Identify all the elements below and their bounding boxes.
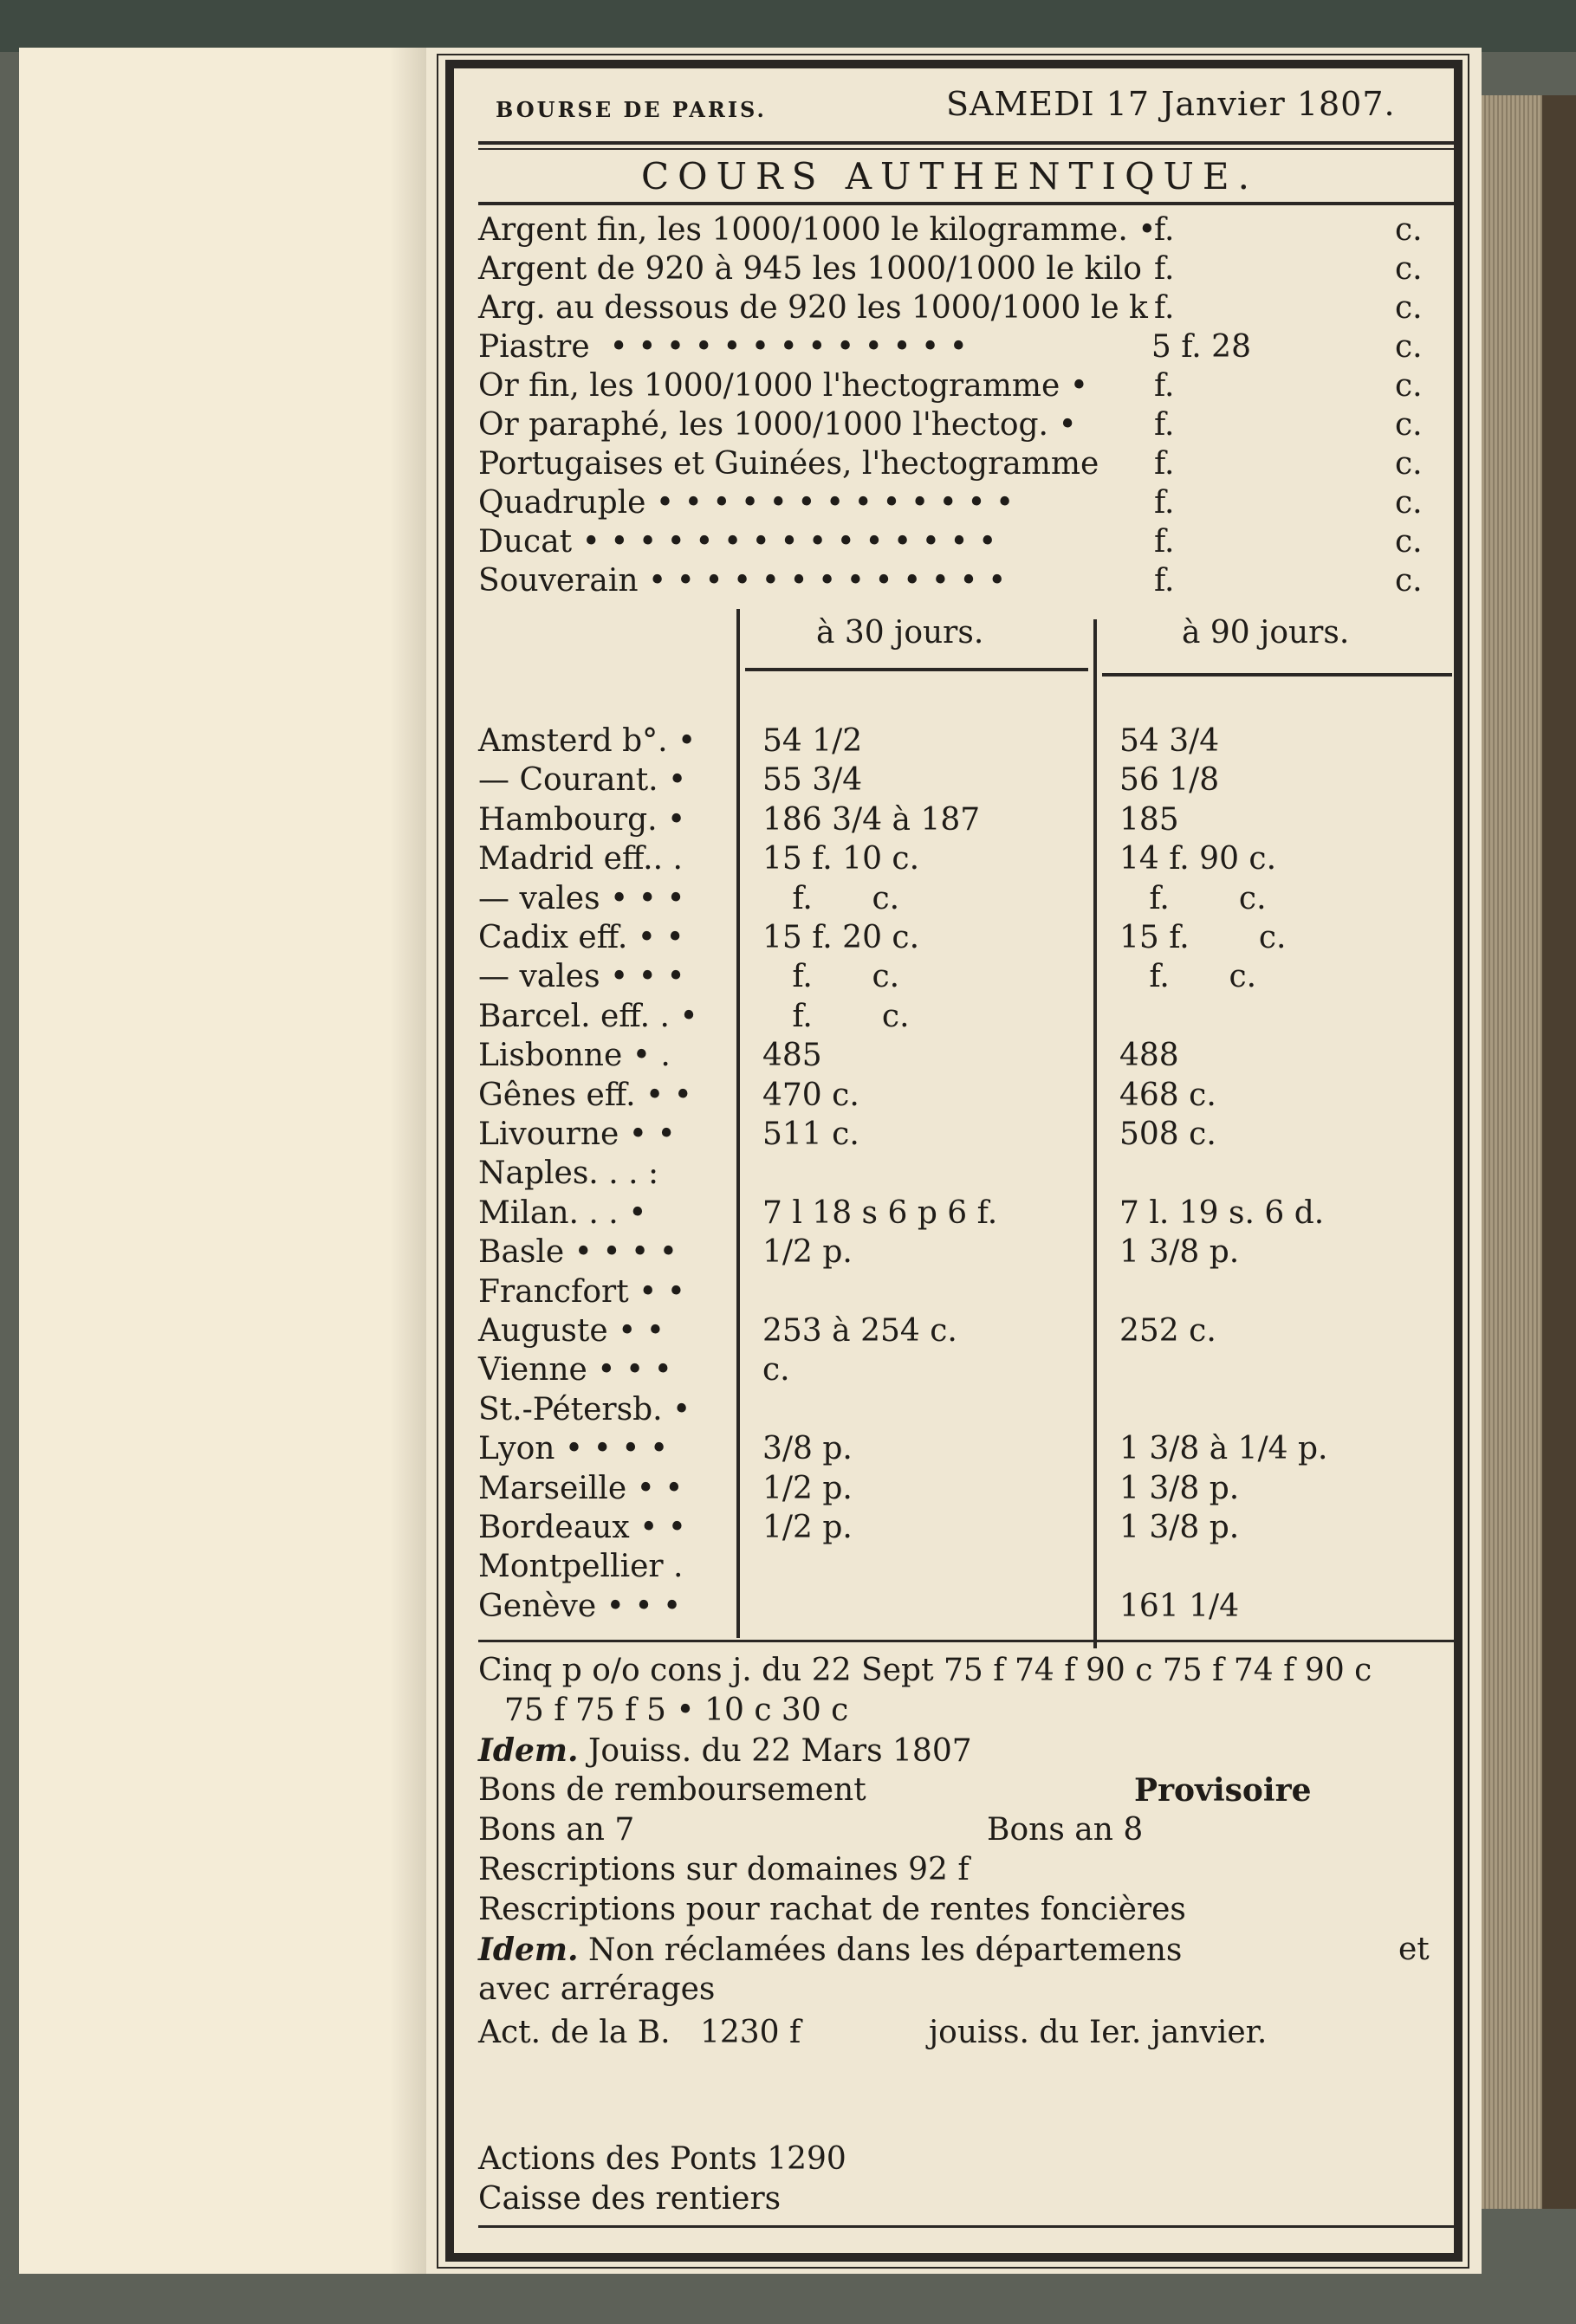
rate-90-days: f. c. (1119, 881, 1267, 916)
metal-centimes: c. (1395, 212, 1423, 248)
rate-90-days: 54 3/4 (1119, 723, 1220, 759)
exchange-place: Milan. . . • (478, 1195, 647, 1231)
rate-30-days: f. c. (762, 881, 900, 916)
idem-text: Jouiss. du 22 Mars 1807 (578, 1733, 972, 1769)
subheader-rule-90 (1102, 673, 1452, 676)
metal-centimes: c. (1395, 563, 1423, 599)
metal-centimes: c. (1395, 524, 1423, 560)
rate-90-days: 488 (1119, 1038, 1179, 1073)
rate-30-days: 15 f. 10 c. (762, 841, 920, 877)
exchange-place: Cadix eff. • • (478, 920, 684, 955)
metal-name: Argent fin, les 1000/1000 le kilogramme. • (478, 212, 1157, 248)
rescriptions-domaines: Rescriptions sur domaines 92 f (478, 1852, 970, 1887)
exchange-place: Hambourg. • (478, 802, 686, 838)
rescriptions-rachat: Rescriptions pour rachat de rentes foncières (478, 1892, 1186, 1927)
exchange-name: BOURSE DE PARIS. (496, 97, 767, 122)
metal-centimes: c. (1395, 290, 1423, 326)
avec-arrerages: avec arrérages (478, 1971, 716, 2007)
section-rule (478, 1640, 1456, 1642)
blank-left-page (19, 48, 442, 2274)
rate-30-days: c. (762, 1352, 790, 1388)
metal-price: f. (1154, 446, 1175, 482)
idem2-label: Idem. (478, 1932, 579, 1968)
bottom-rule (478, 2225, 1456, 2228)
rate-30-days: 54 1/2 (762, 723, 863, 759)
rente-five-percent: Cinq p o/o cons j. du 22 Sept 75 f 74 f 90 c 75 f 74 f 90 c (478, 1653, 1372, 1688)
bons-an-8: Bons an 8 (987, 1812, 1144, 1848)
exchange-place: Lyon • • • • (478, 1431, 669, 1466)
rate-30-days: 1/2 p. (762, 1510, 853, 1545)
column-rule-left (736, 609, 740, 1638)
rate-90-days: 252 c. (1119, 1313, 1216, 1349)
rate-90-days: 1 3/8 p. (1119, 1471, 1240, 1506)
exchange-place: — vales • • • (478, 881, 685, 916)
idem2-text: Non réclamées dans les départemens (578, 1932, 1183, 1968)
exchange-place: Lisbonne • . (478, 1038, 671, 1073)
rate-90-days: 1 3/8 à 1/4 p. (1119, 1431, 1328, 1466)
idem-label: Idem. (478, 1732, 579, 1769)
rate-30-days: 7 l 18 s 6 p 6 f. (762, 1195, 998, 1231)
title-rule (478, 202, 1456, 205)
rente-five-percent-cont: 75 f 75 f 5 • 10 c 30 c (504, 1693, 849, 1728)
exchange-place: Naples. . . : (478, 1156, 659, 1191)
rate-90-days: 14 f. 90 c. (1119, 841, 1277, 877)
metal-name: Ducat • • • • • • • • • • • • • • • (478, 524, 997, 560)
actions-ponts: Actions des Ponts 1290 (478, 2141, 846, 2177)
metal-price: f. (1154, 251, 1175, 287)
rate-90-days: 1 3/8 p. (1119, 1234, 1240, 1270)
metal-name: Or fin, les 1000/1000 l'hectogramme • (478, 368, 1088, 404)
metal-name: Quadruple • • • • • • • • • • • • • (478, 485, 1015, 521)
page-title: COURS AUTHENTIQUE. (641, 155, 1258, 197)
rate-30-days: 1/2 p. (762, 1234, 853, 1270)
rate-30-days: f. c. (762, 999, 910, 1034)
rate-30-days: 1/2 p. (762, 1471, 853, 1506)
exchange-place: — Courant. • (478, 762, 687, 798)
actions-banque: Act. de la B. 1230 f (478, 2015, 801, 2050)
exchange-place: Gênes eff. • • (478, 1078, 692, 1113)
header-rule-thin (478, 148, 1456, 150)
exchange-place: Bordeaux • • (478, 1510, 686, 1545)
metal-centimes: c. (1395, 368, 1423, 404)
metal-centimes: c. (1395, 446, 1423, 482)
rate-90-days: 15 f. c. (1119, 920, 1287, 955)
exchange-place: Marseille • • (478, 1471, 684, 1506)
date-line: SAMEDI 17 Janvier 1807. (946, 85, 1396, 123)
rate-30-days: 470 c. (762, 1078, 859, 1113)
metal-centimes: c. (1395, 485, 1423, 521)
rate-30-days: f. c. (762, 959, 900, 994)
metal-name: Or paraphé, les 1000/1000 l'hectog. • (478, 407, 1077, 443)
exchange-place: Vienne • • • (478, 1352, 672, 1388)
exchange-place: Montpellier . (478, 1549, 684, 1584)
exchange-place: Genève • • • (478, 1589, 682, 1624)
metal-centimes: c. (1395, 329, 1423, 365)
exchange-place: Barcel. eff. . • (478, 999, 698, 1034)
rate-90-days: 1 3/8 p. (1119, 1510, 1240, 1545)
exchange-place: Livourne • • (478, 1117, 676, 1152)
header-90-days: à 90 jours. (1182, 615, 1350, 651)
rate-30-days: 186 3/4 à 187 (762, 802, 981, 838)
caisse-rentiers: Caisse des rentiers (478, 2181, 782, 2217)
column-rule-right (1093, 619, 1097, 1648)
rate-90-days: 56 1/8 (1119, 762, 1220, 798)
metal-centimes: c. (1395, 407, 1423, 443)
idem-non-reclamees (478, 1934, 1182, 1966)
rate-30-days: 3/8 p. (762, 1431, 853, 1466)
metal-name: Argent de 920 à 945 les 1000/1000 le kilo (478, 251, 1142, 287)
metal-price: f. (1154, 485, 1175, 521)
rate-30-days: 55 3/4 (762, 762, 863, 798)
rate-90-days: 161 1/4 (1119, 1589, 1240, 1624)
metal-price: f. (1154, 563, 1175, 599)
metal-price: f. (1154, 290, 1175, 326)
rate-30-days: 15 f. 20 c. (762, 920, 920, 955)
exchange-place: Basle • • • • (478, 1234, 678, 1270)
metal-name: Arg. au dessous de 920 les 1000/1000 le k (478, 290, 1148, 326)
exchange-place: Madrid eff.. . (478, 841, 683, 877)
rate-30-days: 485 (762, 1038, 822, 1073)
idem-jouissance (478, 1732, 972, 1769)
rate-30-days: 253 à 254 c. (762, 1313, 957, 1349)
metal-centimes: c. (1395, 251, 1423, 287)
book-cover-edge (1542, 95, 1576, 2209)
header-rule (478, 141, 1456, 145)
metal-price: 5 f. 28 (1151, 329, 1251, 365)
metal-price: f. (1154, 368, 1175, 404)
metal-name: Portugaises et Guinées, l'hectogramme (478, 446, 1099, 482)
header-30-days: à 30 jours. (816, 615, 984, 651)
jouissance-janvier: jouiss. du Ier. janvier. (929, 2015, 1268, 2050)
et-word: et (1398, 1932, 1430, 1967)
bons-an-7: Bons an 7 (478, 1812, 635, 1848)
metal-price: f. (1154, 212, 1175, 248)
rate-90-days: 7 l. 19 s. 6 d. (1119, 1195, 1325, 1231)
rate-90-days: 185 (1119, 802, 1179, 838)
exchange-place: Amsterd b°. • (478, 723, 697, 759)
rate-90-days: 508 c. (1119, 1117, 1216, 1152)
exchange-place: Auguste • • (478, 1313, 665, 1349)
metal-price: f. (1154, 524, 1175, 560)
metal-price: f. (1154, 407, 1175, 443)
exchange-place: St.-Pétersb. • (478, 1392, 691, 1427)
book-binding (0, 0, 1576, 52)
exchange-place: — vales • • • (478, 959, 685, 994)
printed-page (426, 48, 1482, 2274)
rate-90-days: f. c. (1119, 959, 1257, 994)
rate-90-days: 468 c. (1119, 1078, 1216, 1113)
bons-remboursement: Bons de remboursement (478, 1772, 866, 1808)
rate-30-days: 511 c. (762, 1117, 859, 1152)
metal-name: Souverain • • • • • • • • • • • • • (478, 563, 1007, 599)
document (426, 48, 1482, 2282)
exchange-place: Francfort • • (478, 1274, 686, 1310)
metal-name: Piastre • • • • • • • • • • • • • (478, 329, 968, 365)
provisoire: Provisoire (1134, 1772, 1312, 1809)
subheader-rule-30 (745, 668, 1088, 671)
